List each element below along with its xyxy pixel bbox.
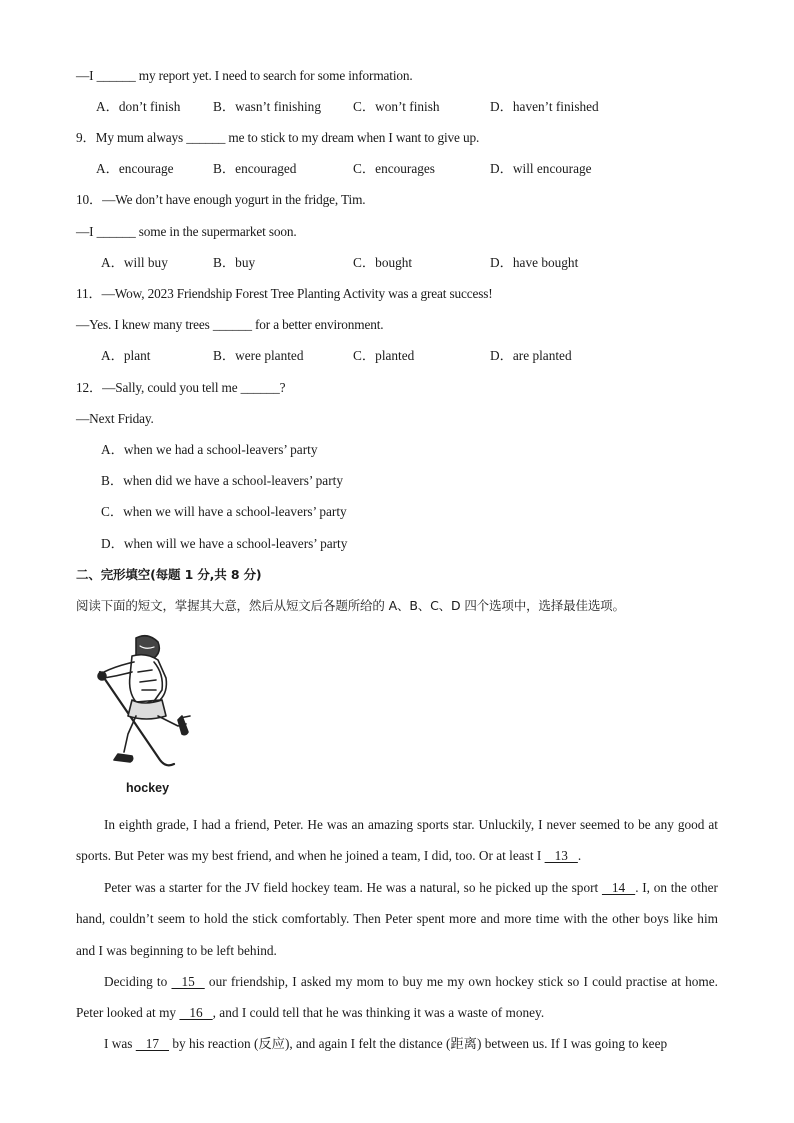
q8-option-c: C．won’t finish [353, 99, 440, 114]
q10-option-b: B．buy [213, 255, 256, 270]
q11-option-c: C．planted [353, 348, 415, 363]
q9-option-b: B．encouraged [213, 161, 297, 176]
passage-text: Deciding to [104, 974, 172, 989]
q12-stem: 12．—Sally, could you tell me ______? [76, 380, 286, 395]
q11-option-b: B．were planted [213, 348, 304, 363]
q12-option-b: B．when did we have a school-leavers’ party [101, 473, 343, 488]
blank-17: 17 [135, 1036, 170, 1051]
blank-14: 14 [601, 880, 636, 895]
q11-stem: 11．—Wow, 2023 Friendship Forest Tree Planting Activity was a great success! [76, 286, 493, 301]
passage-text: our friendship, I asked my mom to buy me my own hockey stick so I could practise at home. Peter looked at my [76, 974, 719, 1021]
q12-option-c: C．when we will have a school-leavers’ party [101, 504, 347, 519]
q9-option-a: A．encourage [96, 161, 174, 176]
blank-16: 16 [179, 1005, 213, 1021]
figure-caption: hockey [126, 781, 170, 795]
passage-text: . [577, 848, 582, 864]
blank-15: 15 [171, 974, 205, 989]
q8-option-d: D．haven’t finished [490, 99, 599, 114]
blank-13: 13 [544, 848, 578, 864]
q9-option-d: D．will encourage [490, 161, 592, 176]
q10-response: —I ______ some in the supermarket soon. [76, 224, 297, 239]
hockey-player-illustration [88, 632, 200, 777]
q8-option-a: A．don’t finish [96, 99, 181, 114]
passage-paragraph-3 [76, 966, 718, 1029]
q8-dialog-line: —I ______ my report yet. I need to search for some information. [76, 68, 413, 83]
passage-text: Peter was a starter for the JV field hockey team. He was a natural, so he picked up the sport [104, 880, 602, 895]
passage-paragraph-2 [76, 872, 718, 966]
q11-option-a: A．plant [101, 348, 151, 363]
q11-option-d: D．are planted [490, 348, 572, 363]
q9-stem: 9．My mum always ______ me to stick to my dream when I want to give up. [76, 130, 480, 145]
passage-text: In eighth grade, I had a friend, Peter. He was an amazing sports star. Unluckily, I never seemed to be any good at sports. But Peter was my best friend, and when he joined a team, I did, too. Or at least I [76, 817, 718, 864]
q10-option-a: A．will buy [101, 255, 168, 270]
passage-text: . I, on the other hand, couldn’t seem to hold the stick comfortably. Then Peter spent more and more time with the other boys like him and I was beginning to be left behind. [76, 880, 718, 958]
q12-option-a: A．when we had a school-leavers’ party [101, 442, 318, 457]
section-title: 二、完形填空(每题 1 分,共 8 分) [76, 567, 262, 582]
passage-text: , and I could tell that he was thinking it was a waste of money. [212, 1005, 545, 1021]
passage-text: by his reaction (反应), and again I felt the distance (距离) between us. If I was going to keep [169, 1036, 668, 1051]
q10-option-d: D．have bought [490, 255, 579, 270]
passage-text: I was [104, 1036, 136, 1051]
q8-option-b: B．wasn’t finishing [213, 99, 321, 114]
passage-paragraph-4 [76, 1028, 718, 1059]
passage-paragraph-1 [76, 809, 718, 872]
q11-response: —Yes. I knew many trees ______ for a better environment. [76, 317, 384, 332]
q9-option-c: C．encourages [353, 161, 435, 176]
q10-stem: 10．—We don’t have enough yogurt in the fridge, Tim. [76, 192, 366, 207]
q12-option-d: D．when will we have a school-leavers’ party [101, 536, 348, 551]
section-instruction: 阅读下面的短文，掌握其大意，然后从短文后各题所给的 A、B、C、D 四个选项中，选择最佳选项。 [76, 598, 625, 613]
q10-option-c: C．bought [353, 255, 413, 270]
q12-response: —Next Friday. [76, 411, 154, 426]
